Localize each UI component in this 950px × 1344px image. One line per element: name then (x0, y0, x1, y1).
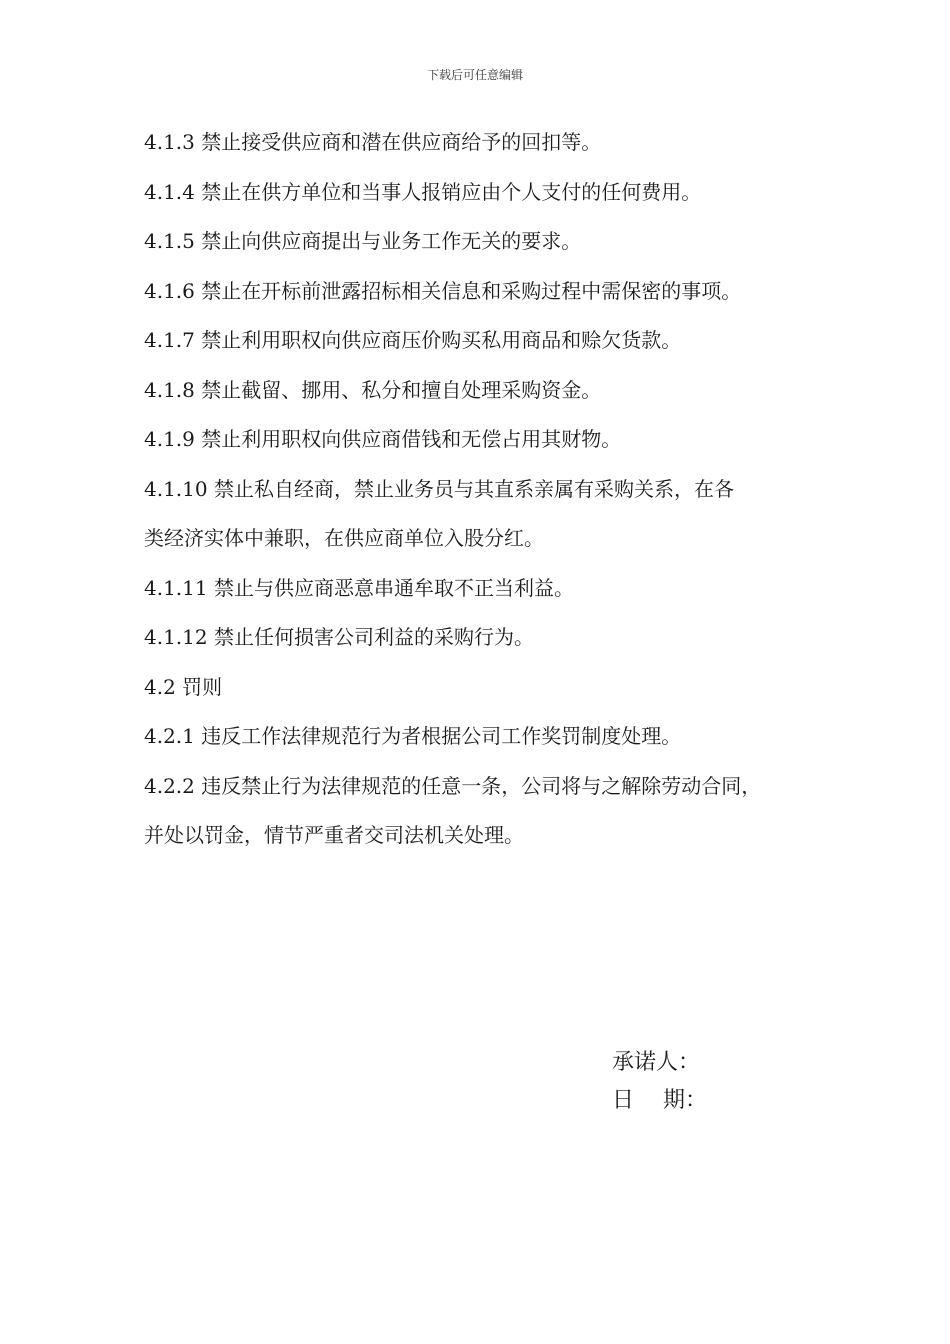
clause-4-1-11: 4.1.11 禁止与供应商恶意串通牟取不正当利益。 (144, 575, 574, 600)
signature-block (612, 1044, 707, 1120)
clause-4-1-7: 4.1.7 禁止利用职权向供应商压价购买私用商品和赊欠货款。 (144, 328, 682, 352)
promisor-label: 承诺人： (612, 1050, 701, 1075)
page-header-note: 下载后可任意编辑 (426, 68, 523, 82)
clause-4-2-1: 4.2.1 违反工作法律规范行为者根据公司工作奖罚制度处理。 (144, 724, 682, 748)
clause-4-1-10-line-1: 4.1.10 禁止私自经商，禁止业务员与其直系亲属有采购关系，在各 (144, 476, 734, 501)
clause-4-1-10-line-2: 类经济实体中兼职，在供应商单位入股分红。 (144, 526, 544, 550)
document-body (144, 118, 834, 861)
section-4-2-heading: 4.2 罚则 (144, 674, 223, 699)
clause-4-1-3: 4.1.3 禁止接受供应商和潜在供应商给予的回扣等。 (144, 130, 602, 154)
clause-4-2-2-line-2: 并处以罚金，情节严重者交司法机关处理。 (144, 823, 524, 847)
clause-4-1-5: 4.1.5 禁止向供应商提出与业务工作无关的要求。 (144, 229, 582, 253)
clause-4-1-12: 4.1.12 禁止任何损害公司利益的采购行为。 (144, 625, 534, 649)
date-label: 日 期： (612, 1088, 707, 1113)
clause-4-1-8: 4.1.8 禁止截留、挪用、私分和擅自处理采购资金。 (144, 377, 602, 402)
clause-4-2-2-line-1: 4.2.2 违反禁止行为法律规范的任意一条，公司将与之解除劳动合同， (144, 773, 762, 798)
clause-4-1-4: 4.1.4 禁止在供方单位和当事人报销应由个人支付的任何费用。 (144, 179, 702, 204)
clause-4-1-6: 4.1.6 禁止在开标前泄露招标相关信息和采购过程中需保密的事项。 (144, 278, 742, 303)
clause-4-1-9: 4.1.9 禁止利用职权向供应商借钱和无偿占用其财物。 (144, 427, 622, 451)
